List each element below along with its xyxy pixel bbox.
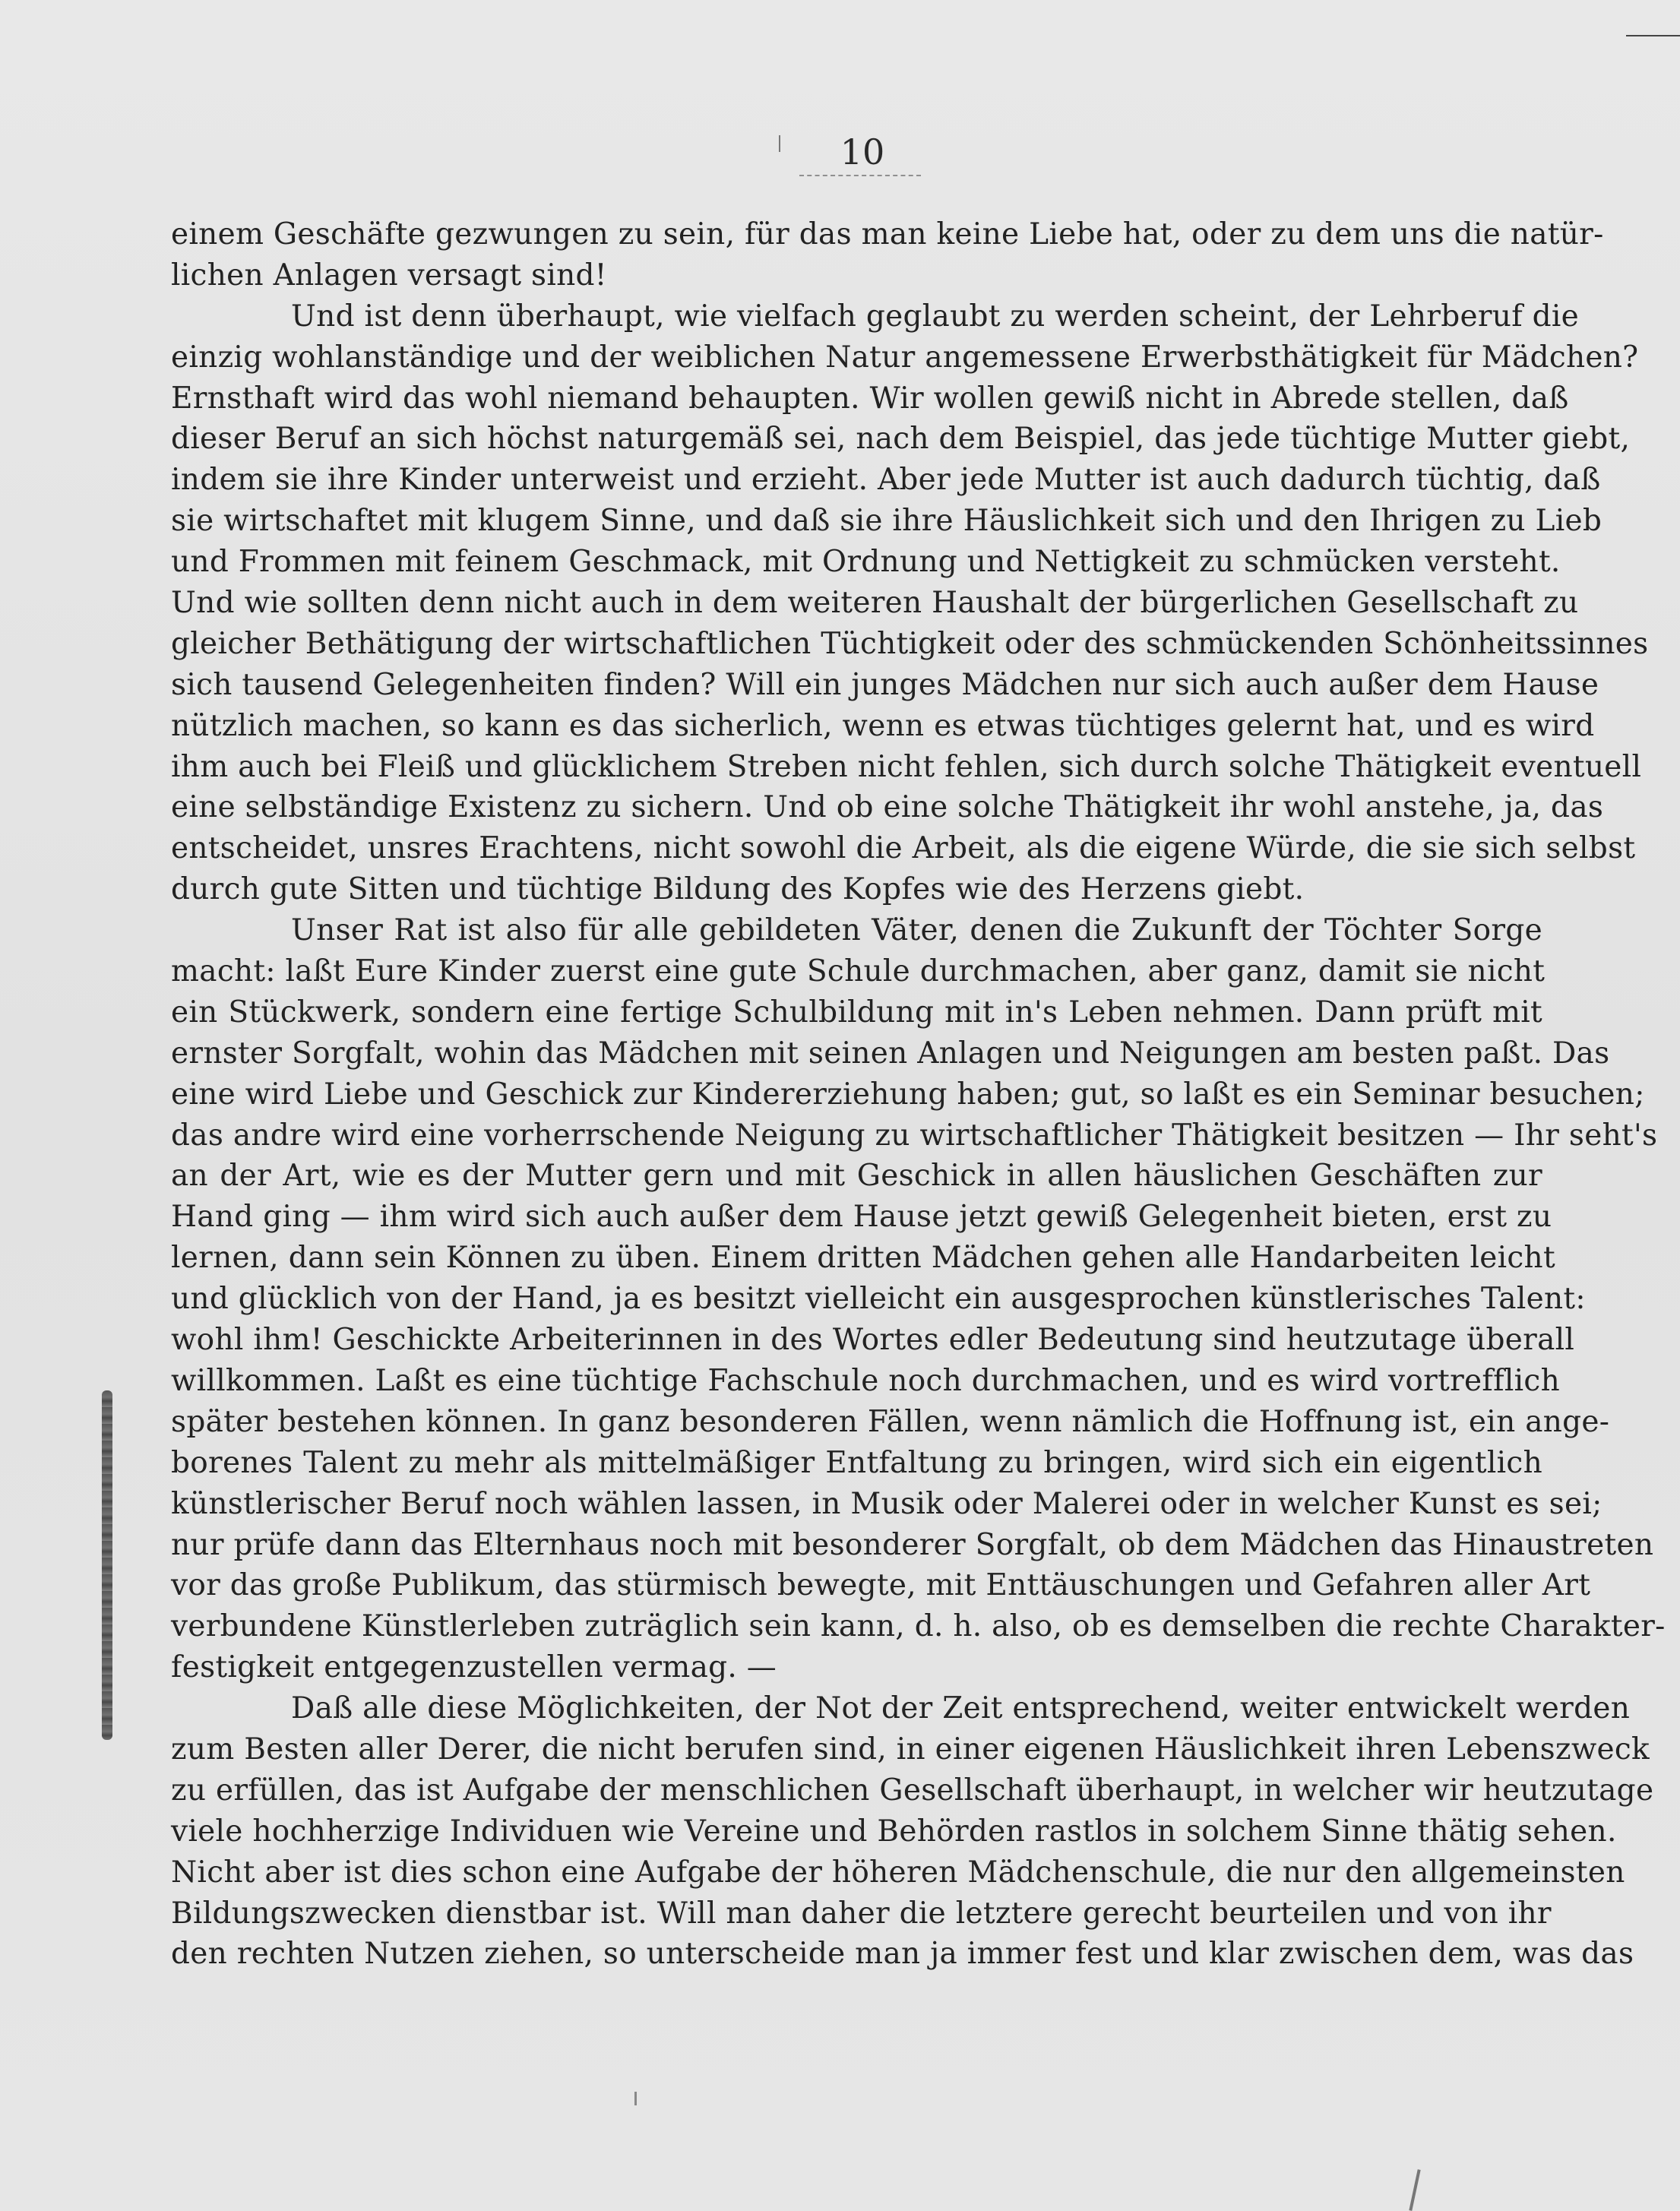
text-line: entscheidet, unsres Erachtens, nicht sowohl die Arbeit, als die eigene Würde, die sie sich selbst bbox=[171, 831, 1636, 866]
text-line: einzig wohlanständige und der weiblichen Natur angemessene Erwerbsthätigkeit für Mädchen? bbox=[171, 340, 1639, 375]
text-line: nur prüfe dann das Elternhaus noch mit besonderer Sorgfalt, ob dem Mädchen das Hinaustreten bbox=[171, 1527, 1654, 1562]
text-line: den rechten Nutzen ziehen, so unterscheide man ja immer fest und klar zwischen dem, was das bbox=[171, 1937, 1634, 1972]
text-line: Ernsthaft wird das wohl niemand behaupten. Wir wollen gewiß nicht in Abrede stellen, daß bbox=[171, 381, 1569, 416]
margin-tick bbox=[634, 2092, 637, 2105]
text-line: sie wirtschaftet mit klugem Sinne, und daß sie ihre Häuslichkeit sich und den Ihrigen zu Lieb bbox=[171, 504, 1602, 539]
page-number: 10 bbox=[840, 131, 885, 172]
text-line: lichen Anlagen versagt sind! bbox=[171, 258, 607, 293]
text-line: Und ist denn überhaupt, wie vielfach geglaubt zu werden scheint, der Lehrberuf die bbox=[291, 299, 1580, 334]
binding-mark bbox=[102, 1390, 112, 1740]
text-line: gleicher Bethätigung der wirtschaftlichen Tüchtigkeit oder des schmückenden Schönheitssinnes bbox=[171, 626, 1649, 661]
text-line: festigkeit entgegenzustellen vermag. — bbox=[171, 1650, 777, 1685]
text-line: das andre wird eine vorherrschende Neigung zu wirtschaftlicher Thätigkeit besitzen — Ihr seht's bbox=[171, 1118, 1658, 1153]
text-line: indem sie ihre Kinder unterweist und erzieht. Aber jede Mutter ist auch dadurch tüchtig, daß bbox=[171, 463, 1601, 498]
text-line: Nicht aber ist dies schon eine Aufgabe der höheren Mädchenschule, die nur den allgemeinsten bbox=[171, 1855, 1625, 1890]
text-line: Bildungszwecken dienstbar ist. Will man daher die letztere gerecht beurteilen und von ihr bbox=[171, 1896, 1552, 1931]
corner-mark bbox=[1409, 2169, 1420, 2211]
text-line: macht: laßt Eure Kinder zuerst eine gute Schule durchmachen, aber ganz, damit sie nicht bbox=[171, 954, 1546, 989]
text-line: lernen, dann sein Können zu üben. Einem dritten Mädchen gehen alle Handarbeiten leicht bbox=[171, 1241, 1555, 1276]
text-line: und glücklich von der Hand, ja es besitzt vielleicht ein ausgesprochen künstlerisches Talent: bbox=[171, 1282, 1586, 1317]
text-line: ihm auch bei Fleiß und glücklichem Streben nicht fehlen, sich durch solche Thätigkeit eventuell bbox=[171, 749, 1642, 784]
text-line: Und wie sollten denn nicht auch in dem weiteren Haushalt der bürgerlichen Gesellschaft zu bbox=[171, 586, 1579, 621]
text-line: ein Stückwerk, sondern eine fertige Schulbildung mit in's Leben nehmen. Dann prüft mit bbox=[171, 995, 1542, 1030]
text-line: Hand ging — ihm wird sich auch außer dem Hause jetzt gewiß Gelegenheit bieten, erst zu bbox=[171, 1200, 1552, 1235]
text-line: zum Besten aller Derer, die nicht berufen sind, in einer eigenen Häuslichkeit ihren Lebenszweck bbox=[171, 1732, 1650, 1767]
text-line: sich tausend Gelegenheiten finden? Will ein junges Mädchen nur sich auch außer dem Hause bbox=[171, 667, 1599, 702]
page-number-rule bbox=[799, 175, 921, 181]
text-line: eine selbständige Existenz zu sichern. Und ob eine solche Thätigkeit ihr wohl anstehe, ja, das bbox=[171, 790, 1604, 825]
body-text bbox=[171, 214, 1666, 1975]
text-line: und Frommen mit feinem Geschmack, mit Ordnung und Nettigkeit zu schmücken versteht. bbox=[171, 545, 1561, 580]
text-line: an der Art, wie es der Mutter gern und mit Geschick in allen häuslichen Geschäften zur bbox=[171, 1159, 1542, 1194]
text-line: nützlich machen, so kann es das sicherlich, wenn es etwas tüchtiges gelernt hat, und es wird bbox=[171, 708, 1595, 743]
text-line: eine wird Liebe und Geschick zur Kindererziehung haben; gut, so laßt es ein Seminar besuchen; bbox=[171, 1077, 1645, 1112]
text-line: durch gute Sitten und tüchtige Bildung des Kopfes wie des Herzens giebt. bbox=[171, 872, 1305, 907]
text-line: borenes Talent zu mehr als mittelmäßiger Entfaltung zu bringen, wird sich ein eigentlich bbox=[171, 1445, 1542, 1480]
text-line: ernster Sorgfalt, wohin das Mädchen mit seinen Anlagen und Neigungen am besten paßt. Das bbox=[171, 1036, 1610, 1071]
text-line: viele hochherzige Individuen wie Vereine und Behörden rastlos in solchem Sinne thätig sehen. bbox=[171, 1814, 1617, 1849]
margin-tick bbox=[779, 135, 780, 152]
text-line: wohl ihm! Geschickte Arbeiterinnen in des Wortes edler Bedeutung sind heutzutage überall bbox=[171, 1323, 1575, 1358]
text-line: künstlerischer Beruf noch wählen lassen, in Musik oder Malerei oder in welcher Kunst es sei; bbox=[171, 1486, 1602, 1521]
text-line: Daß alle diese Möglichkeiten, der Not der Zeit entsprechend, weiter entwickelt werden bbox=[291, 1691, 1631, 1726]
text-line: Unser Rat ist also für alle gebildeten Väter, denen die Zukunft der Töchter Sorge bbox=[291, 913, 1542, 948]
corner-mark bbox=[1626, 35, 1680, 36]
text-line: einem Geschäfte gezwungen zu sein, für das man keine Liebe hat, oder zu dem uns die natür- bbox=[171, 217, 1604, 251]
text-line: vor das große Publikum, das stürmisch bewegte, mit Enttäuschungen und Gefahren aller Art bbox=[171, 1568, 1591, 1603]
text-line: verbundene Künstlerleben zuträglich sein kann, d. h. also, ob es demselben die rechte Charakter- bbox=[171, 1609, 1666, 1644]
text-line: dieser Beruf an sich höchst naturgemäß sei, nach dem Beispiel, das jede tüchtige Mutter giebt, bbox=[171, 422, 1631, 457]
text-line: willkommen. Laßt es eine tüchtige Fachschule noch durchmachen, und es wird vortrefflich bbox=[171, 1363, 1560, 1398]
text-line: zu erfüllen, das ist Aufgabe der menschlichen Gesellschaft überhaupt, in welcher wir heutzutage bbox=[171, 1773, 1654, 1808]
text-line: später bestehen können. In ganz besonderen Fällen, wenn nämlich die Hoffnung ist, ein ange- bbox=[171, 1404, 1610, 1439]
